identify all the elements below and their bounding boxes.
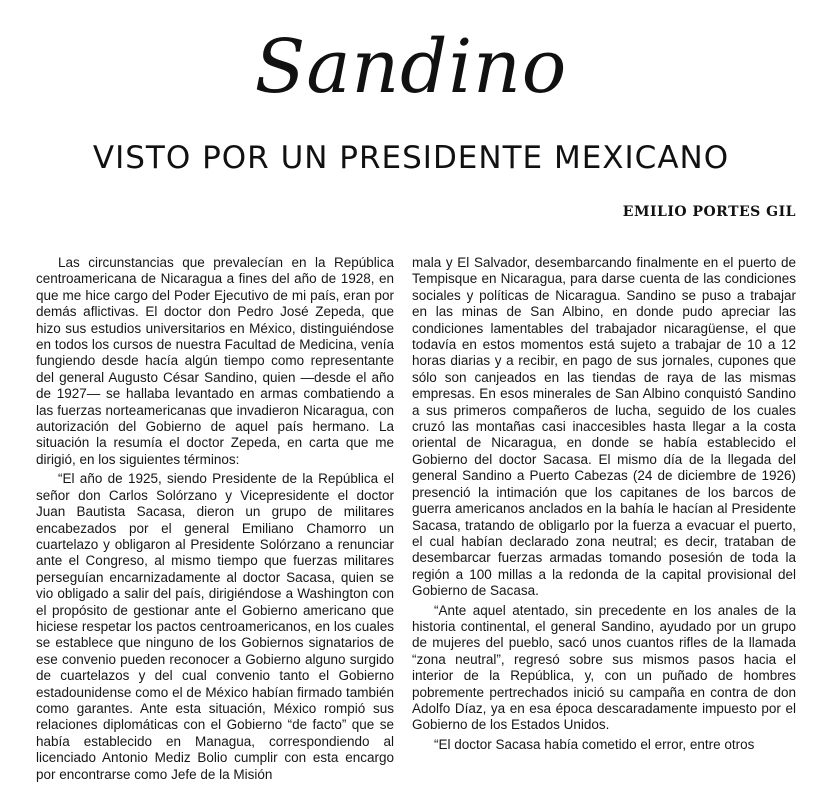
paragraph: “Ante aquel atentado, sin precedente en los anales de la historia continental, el general Sandino, ayudado por un grupo de mujeres del pueblo, sacó unos cuantos rifles de la llamada “zona neutral”, regresó sobre sus mismos pasos hacia el interior de la República, y, con un puñado de hombres pobremente pertrechados inició su campaña en contra de don Adolfo Díaz, ya en esa época descaradamente impuesto por el Gobierno de los Estados Unidos.	[412, 602, 796, 733]
article-author: EMILIO PORTES GIL	[622, 204, 796, 220]
left-column	[36, 255, 394, 785]
paragraph: “El doctor Sacasa había cometido el error, entre otros	[434, 736, 755, 752]
article-subtitle: VISTO POR UN PRESIDENTE MEXICANO	[92, 140, 730, 176]
paragraph: “El año de 1925, siendo Presidente de la República el señor don Carlos Solórzano y Vicepresidente el doctor Juan Bautista Sacasa, dieron un grupo de militares encabezados por el general Emiliano Chamorro un cuartelazo y obligaron al Presidente Solórzano a renunciar ante el Congreso, al mismo tiempo que fuerzas militares perseguían encarnizadamente al doctor Sacasa, quien se vio obligado a salir del país, dirigiéndose a Washington con el propósito de gestionar ante el Gobierno americano que hiciese respetar los pactos centroamericanos, en los cuales se establece que ninguno de los Gobiernos signatarios de ese convenio pueden reconocer a Gobierno alguno surgido de cuartelazos y del cual convenio tanto el Gobierno estadounidense como el de México habían firmado también como garantes. Ante esta situación, México rompió sus relaciones diplomáticas con el Gobierno “de facto” que se había establecido en Managua, correspondiendo al licenciado Antonio Mediz Bolio cumplir con esta encargo por encontrarse como Jefe de la Misión	[36, 471, 394, 782]
paragraph: mala y El Salvador, desembarcando finalmente en el puerto de Tempisque en Nicaragua, para darse cuenta de las condiciones sociales y políticas de Nicaragua. Sandino se puso a trabajar en las minas de San Albino, en donde pudo apreciar las condiciones lamentables del trabajador nicaragüense, el que todavía en estos momentos está sujeto a trabajar de 10 a 12 horas diarias y a recibir, en pago de sus jornales, cupones que sólo son canjeados en las tiendas de raya de las mismas empresas. En esos minerales de San Albino conquistó Sandino a sus primeros compañeros de lucha, seguido de los cuales cruzó las montañas casi inaccesibles hasta llegar a la costa oriental de Nicaragua, en donde se había establecido el Gobierno del doctor Sacasa. El mismo día de la llegada del general Sandino a Puerto Cabezas (24 de diciembre de 1926) presenció la intimación que los capitanes de los barcos de guerra americanos anclados en la bahía le hacían al Presidente Sacasa, tratando de obligarlo por la fuerza a evacuar el puerto, el cual habían declarado zona neutral; es decir, trataban de desembarcar fuerzas armadas tomando posesión de toda la región a 100 millas a la redonda de la capital provisional del Gobierno de Sacasa.	[412, 255, 796, 599]
right-column	[412, 255, 796, 785]
article-title: Sandino	[254, 24, 568, 110]
paragraph: Las circunstancias que prevalecían en la República centroamericana de Nicaragua a fines del año de 1928, en que me hice cargo del Poder Ejecutivo de mi país, eran por demás aflictivas. El doctor don Pedro José Zepeda, que hizo sus estudios universitarios en México, distinguiéndose en todos los cursos de nuestra Facultad de Medicina, venía fungiendo desde hacía algún tiempo como representante del general Augusto César Sandino, quien —desde el año de 1927— se hallaba levantado en armas combatiendo a las fuerzas norteamericanas que invadieron Nicaragua, con autorización del Gobierno de aquel país hermano. La situación la resumía el doctor Zepeda, en carta que me dirigió, en los siguientes términos:	[36, 255, 394, 467]
